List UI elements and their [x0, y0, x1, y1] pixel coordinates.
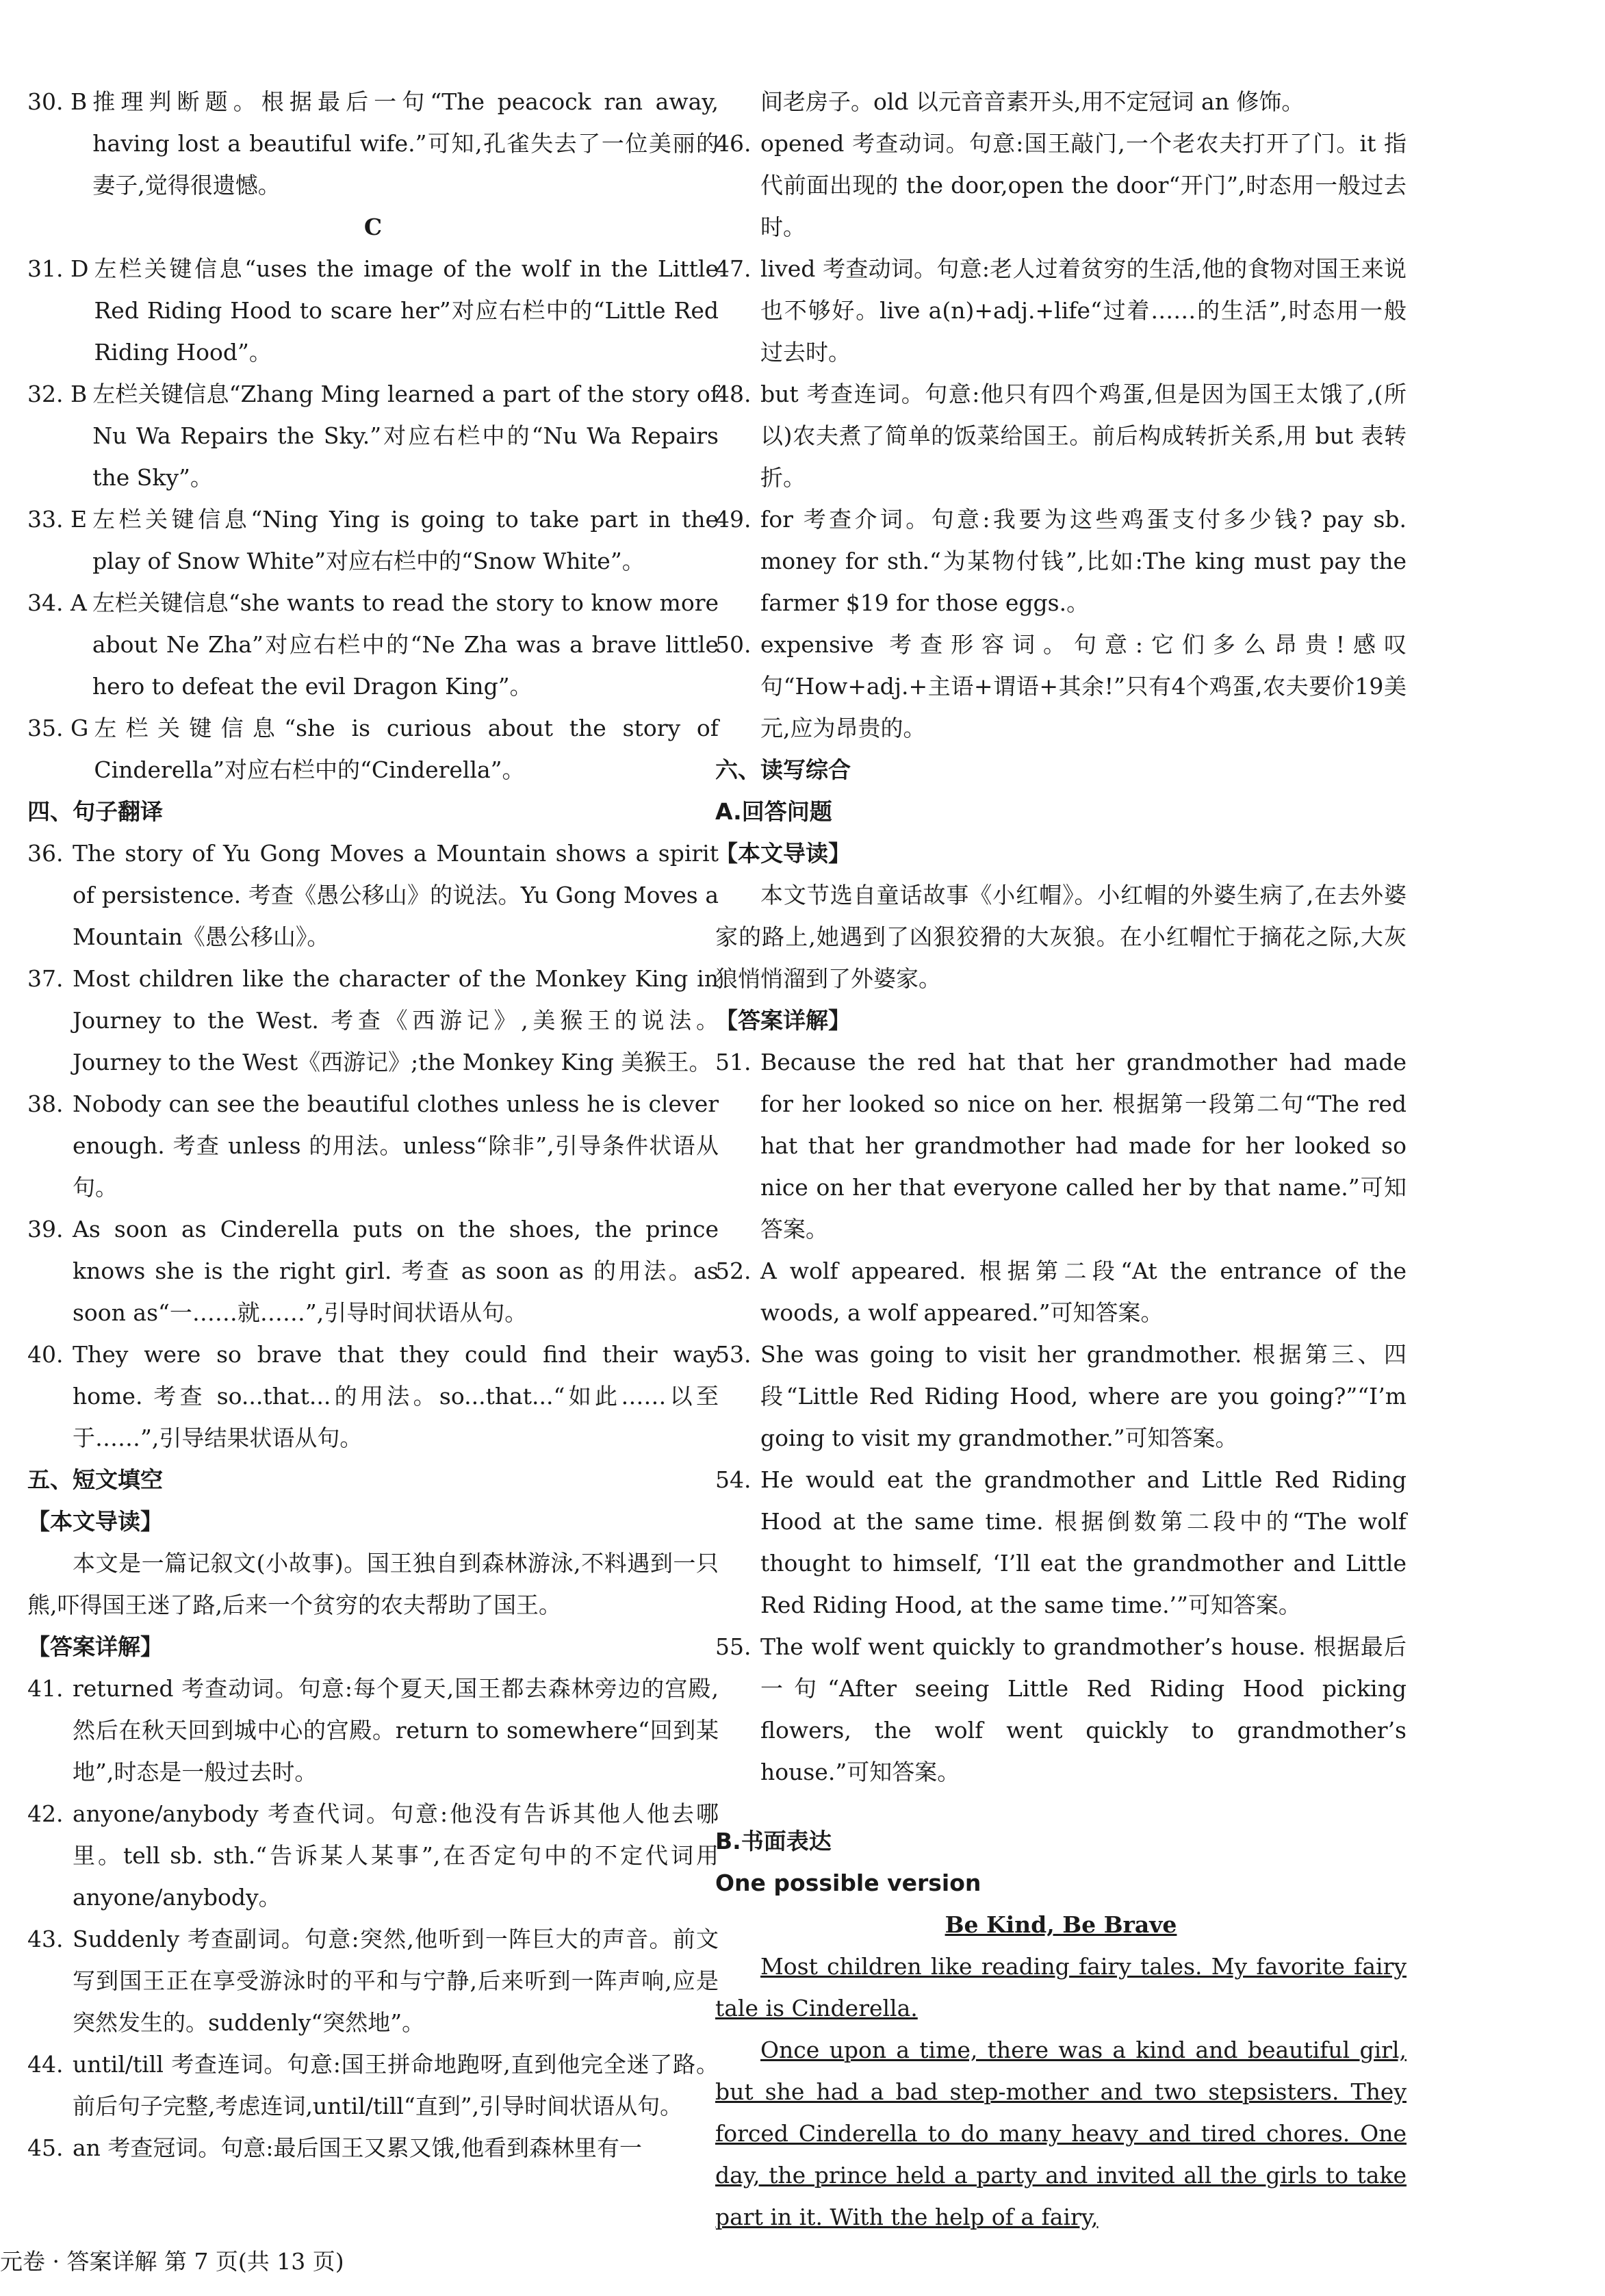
answer-item-43 — [27, 1918, 719, 2043]
essay-paragraph-2: Once upon a time, there was a kind and beautiful girl, but she had a bad step-mother and two stepsisters. They forced Cinderella to do many heavy and tired chores. One day, the prince held a party and invited all the girls to take part in it. With the help of a fairy, — [715, 2037, 1407, 2230]
item-number: 48. — [715, 381, 752, 407]
item-number: 37. — [27, 965, 64, 992]
section-6-heading: 六、读写综合 — [715, 756, 851, 783]
item-text: As soon as Cinderella puts on the shoes, the prince knows she is the right girl. 考查 as soon as 的用法。as soon as“一……就……”,引导时间状语从句。 — [73, 1216, 719, 1326]
answer-item-35 — [27, 707, 719, 791]
answer-item-52 — [715, 1250, 1407, 1334]
answer-label: 【答案详解】 — [27, 1633, 163, 1660]
item-text: 推理判断题。根据最后一句“The peacock ran away, having lost a beautiful wife.”可知,孔雀失去了一位美丽的妻子,觉得很遗憾。 — [92, 88, 719, 199]
answer-item-50 — [715, 624, 1407, 749]
item-text: 左栏关键信息“uses the image of the wolf in the Little Red Riding Hood to scare her”对应右栏中的“Little Red Riding Hood”。 — [94, 255, 719, 366]
item-text: The story of Yu Gong Moves a Mountain shows a spirit of persistence. 考查《愚公移山》的说法。Yu Gong Moves a Mountain《愚公移山》。 — [73, 840, 719, 950]
item-text: expensive 考查形容词。句意:它们多么昂贵!感叹句“How+adj.+主语+谓语+其余!”只有4个鸡蛋,农夫要价19美元,应为昂贵的。 — [760, 631, 1407, 741]
item-text: opened 考查动词。句意:国王敲门,一个老农夫打开了门。it 指代前面出现的 the door,open the door“开门”,时态用一般过去时。 — [760, 130, 1407, 240]
item-number: 50. — [715, 631, 752, 658]
page-footer: 元卷 · 答案详解 第 7 页(共 13 页) — [0, 2248, 344, 2275]
item-text: 左栏关键信息“Ning Ying is going to take part in the play of Snow White”对应右栏中的“Snow White”。 — [92, 506, 719, 574]
item-text: 左栏关键信息“she wants to read the story to know more about Ne Zha”对应右栏中的“Ne Zha was a brave little hero to defeat the evil Dragon King”。 — [92, 589, 719, 700]
item-text: an 考查冠词。句意:最后国王又累又饿,他看到森林里有一 — [73, 2134, 643, 2161]
item-number: 52. — [715, 1258, 752, 1284]
section-5-heading: 五、短文填空 — [27, 1466, 163, 1493]
answer-item-51 — [715, 1041, 1407, 1250]
answer-item-30 — [27, 81, 719, 206]
item-text: Suddenly 考查副词。句意:突然,他听到一阵巨大的声音。前文写到国王正在享受游泳时的平和与宁静,后来听到一阵声响,应是突然发生的。suddenly“突然地”。 — [73, 1926, 719, 2036]
answer-item-37 — [27, 958, 719, 1083]
item-number: 44. — [27, 2051, 64, 2078]
answer-item-41 — [27, 1668, 719, 1793]
item-text: anyone/anybody 考查代词。句意:他没有告诉其他人他去哪里。tell sb. sth.“告诉某人某事”,在否定句中的不定代词用 anyone/anybody。 — [73, 1800, 719, 1911]
subsection-b-heading: B.书面表达 — [715, 1828, 832, 1854]
answer-item-45-continued — [715, 81, 1407, 123]
item-text: Most children like the character of the Monkey King in Journey to the West. 考查《西游记》,美猴王的说法。Journey to the West《西游记》;the Monkey King 美猴王。 — [73, 965, 719, 1075]
item-number: 47. — [715, 255, 752, 282]
item-number: 42. — [27, 1800, 64, 1827]
item-text: They were so brave that they could find their way home. 考查 so...that...的用法。so...that...“如此……以至于……”,引导结果状语从句。 — [73, 1341, 719, 1451]
answer-item-55 — [715, 1626, 1407, 1793]
section-c-heading: C — [363, 214, 383, 240]
item-text: lived 考查动词。句意:老人过着贫穷的生活,他的食物对国王来说也不够好。live a(n)+adj.+life“过着……的生活”,时态用一般过去时。 — [760, 255, 1407, 366]
guide-label: 【本文导读】 — [715, 840, 851, 867]
item-number: 45. — [27, 2134, 64, 2161]
answer-item-40 — [27, 1334, 719, 1459]
answer-item-36 — [27, 832, 719, 958]
item-number: 36. — [27, 840, 64, 867]
answer-item-32 — [27, 373, 719, 498]
answer-item-48 — [715, 373, 1407, 498]
answer-item-44 — [27, 2043, 719, 2127]
answer-item-39 — [27, 1208, 719, 1334]
item-number: 54. — [715, 1466, 752, 1493]
answer-item-46 — [715, 123, 1407, 248]
right-column — [715, 81, 1407, 2238]
answer-label: 【答案详解】 — [715, 1007, 851, 1034]
item-text: 左栏关键信息“Zhang Ming learned a part of the story of Nu Wa Repairs the Sky.”对应右栏中的“Nu Wa Repairs the Sky”。 — [92, 381, 719, 491]
guide-label: 【本文导读】 — [27, 1508, 163, 1535]
item-number: 32. B — [27, 381, 88, 407]
guide-text: 本文是一篇记叙文(小故事)。国王独自到森林游泳,不料遇到一只熊,吓得国王迷了路,后来一个贫穷的农夫帮助了国王。 — [27, 1550, 719, 1618]
section-4-heading: 四、句子翻译 — [27, 798, 163, 825]
item-text: until/till 考查连词。句意:国王拼命地跑呀,直到他完全迷了路。前后句子完整,考虑连词,until/till“直到”,引导时间状语从句。 — [73, 2051, 719, 2119]
item-text: Because the red hat that her grandmother had made for her looked so nice on her. 根据第一段第二句“The red hat that her grandmother had made for her looked so nice on her that everyone called her by that name.”可知答案。 — [760, 1049, 1407, 1242]
item-text: 间老房子。old 以元音音素开头,用不定冠词 an 修饰。 — [760, 88, 1305, 115]
item-number: 46. — [715, 130, 752, 157]
item-number: 55. — [715, 1633, 752, 1660]
left-column — [27, 81, 719, 2169]
answer-item-31 — [27, 248, 719, 373]
answer-item-33 — [27, 498, 719, 582]
item-text: He would eat the grandmother and Little Red Riding Hood at the same time. 根据倒数第二段中的“The wolf thought to himself, ‘I’ll eat the grandmother and Little Red Riding Hood, at the same time.’”可知答案。 — [760, 1466, 1407, 1618]
guide-text: 本文节选自童话故事《小红帽》。小红帽的外婆生病了,在去外婆家的路上,她遇到了凶狠狡猾的大灰狼。在小红帽忙于摘花之际,大灰狼悄悄溜到了外婆家。 — [715, 882, 1407, 992]
item-text: She was going to visit her grandmother. 根据第三、四段“Little Red Riding Hood, where are you going?”“I’m going to visit my grandmother.”可知答案。 — [760, 1341, 1407, 1451]
item-text: A wolf appeared. 根据第二段“At the entrance of the woods, a wolf appeared.”可知答案。 — [760, 1258, 1407, 1326]
item-number: 39. — [27, 1216, 64, 1242]
answer-item-34 — [27, 582, 719, 707]
essay-title: Be Kind, Be Brave — [945, 1911, 1177, 1938]
answer-item-54 — [715, 1459, 1407, 1626]
item-number: 31. D — [27, 255, 89, 282]
item-text: for 考查介词。句意:我要为这些鸡蛋支付多少钱? pay sb. money for sth.“为某物付钱”,比如:The king must pay the farmer $19 for those eggs.。 — [760, 506, 1407, 616]
item-number: 49. — [715, 506, 752, 533]
subsection-a-heading: A.回答问题 — [715, 798, 832, 825]
item-number: 51. — [715, 1049, 752, 1075]
answer-item-49 — [715, 498, 1407, 624]
item-number: 41. — [27, 1675, 64, 1702]
answer-item-38 — [27, 1083, 719, 1208]
item-number: 53. — [715, 1341, 752, 1368]
item-number: 40. — [27, 1341, 64, 1368]
answer-item-47 — [715, 248, 1407, 373]
possible-version-label: One possible version — [715, 1870, 981, 1896]
item-text: 左栏关键信息“she is curious about the story of Cinderella”对应右栏中的“Cinderella”。 — [94, 715, 719, 783]
item-text: The wolf went quickly to grandmother’s house. 根据最后一句“After seeing Little Red Riding Hood picking flowers, the wolf went quickly to grandmother’s house.”可知答案。 — [760, 1633, 1407, 1785]
answer-item-42 — [27, 1793, 719, 1918]
item-number: 35. G — [27, 715, 89, 741]
item-number: 30. B — [27, 88, 88, 115]
essay-paragraph-1: Most children like reading fairy tales. My favorite fairy tale is Cinderella. — [715, 1953, 1407, 2021]
item-text: returned 考查动词。句意:每个夏天,国王都去森林旁边的宫殿,然后在秋天回到城中心的宫殿。return to somewhere“回到某地”,时态是一般过去时。 — [73, 1675, 719, 1785]
item-number: 33. E — [27, 506, 88, 533]
answer-item-45 — [27, 2127, 719, 2169]
item-number: 43. — [27, 1926, 64, 1952]
item-number: 34. A — [27, 589, 87, 616]
item-text: Nobody can see the beautiful clothes unless he is clever enough. 考查 unless 的用法。unless“除非”,引导条件状语从句。 — [73, 1090, 719, 1201]
item-number: 38. — [27, 1090, 64, 1117]
answer-item-53 — [715, 1334, 1407, 1459]
item-text: but 考查连词。句意:他只有四个鸡蛋,但是因为国王太饿了,(所以)农夫煮了简单的饭菜给国王。前后构成转折关系,用 but 表转折。 — [760, 381, 1407, 491]
